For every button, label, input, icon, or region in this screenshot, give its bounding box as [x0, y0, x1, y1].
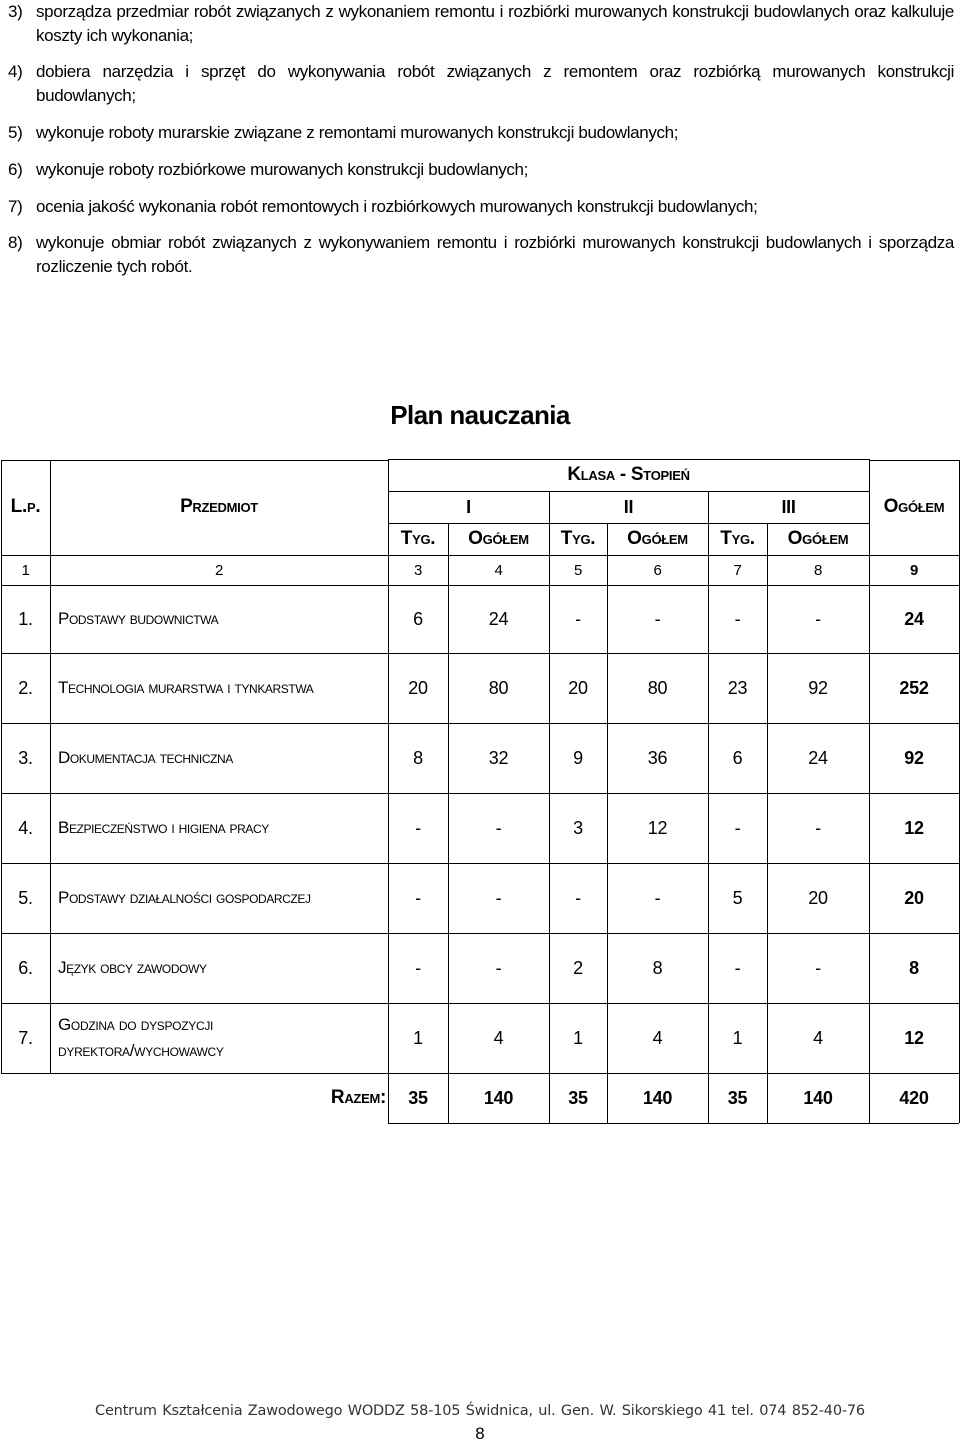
- footer-address: Centrum Kształcenia Zawodowego WODDZ 58-105 Świdnica, ul. Gen. W. Sikorskiego 41 tel. 074 852-40-76: [95, 1403, 865, 1419]
- sum-cell: 35: [727, 1087, 748, 1108]
- hours-cell: -: [654, 608, 661, 629]
- total-sub-header: Ogółem: [468, 528, 529, 549]
- weekly-header: Tyg.: [720, 528, 755, 549]
- grid-line: [50, 460, 51, 1073]
- hours-cell: 4: [493, 1027, 504, 1048]
- hours-cell: 1: [732, 1027, 743, 1048]
- hours-cell: 24: [808, 747, 828, 768]
- page-number: 8: [475, 1424, 485, 1443]
- hours-cell: -: [734, 817, 741, 838]
- hours-cell: -: [815, 817, 821, 838]
- sum-cell: 140: [803, 1087, 833, 1108]
- subject-name-line: dyrektora/wychowawcy: [58, 1041, 224, 1060]
- index-cell: 5: [573, 561, 583, 579]
- subject-name: Język obcy zawodowy: [58, 958, 207, 977]
- hours-cell: 9: [573, 747, 583, 768]
- hours-cell: 6: [413, 608, 423, 629]
- class-group-header: Klasa - Stopień: [567, 464, 690, 485]
- hours-cell: -: [495, 887, 502, 908]
- subject-header: Przedmiot: [180, 496, 258, 517]
- hours-cell: 8: [652, 957, 663, 978]
- sum-cell: 140: [483, 1087, 514, 1108]
- hours-cell: 20: [408, 677, 428, 698]
- list-item-number: 7): [8, 197, 23, 216]
- list-item-number: 8): [8, 233, 23, 252]
- total-sub-header: Ogółem: [787, 528, 849, 549]
- row-number: 7.: [18, 1027, 33, 1048]
- row-total: 252: [899, 677, 929, 698]
- subject-name: Podstawy budownictwa: [58, 609, 219, 628]
- hours-cell: -: [415, 817, 421, 838]
- hours-cell: -: [575, 608, 581, 629]
- hours-cell: 32: [488, 747, 509, 768]
- hours-cell: -: [575, 887, 581, 908]
- subject-name: Dokumentacja techniczna: [58, 748, 233, 767]
- sum-cell: 35: [568, 1087, 588, 1108]
- hours-cell: 3: [573, 817, 583, 838]
- hours-cell: 4: [652, 1027, 663, 1048]
- index-cell: 1: [21, 561, 30, 579]
- row-total: 8: [909, 957, 919, 978]
- list-item-text: sporządza przedmiar robót związanych z wykonaniem remontu i rozbiórki murowanych konstrukcji budowlanych oraz kalkuluje koszty ich wykonania;: [36, 2, 954, 45]
- class-ii-header: II: [623, 496, 634, 517]
- hours-cell: 8: [413, 747, 423, 768]
- hours-cell: 6: [732, 747, 743, 768]
- list-item-number: 3): [8, 2, 23, 21]
- list-item-number: 4): [8, 62, 23, 81]
- index-cell: 8: [813, 561, 823, 579]
- weekly-header: Tyg.: [400, 528, 436, 549]
- index-cell: 2: [214, 561, 224, 579]
- index-cell: 3: [413, 561, 423, 579]
- row-total: 12: [904, 1027, 924, 1048]
- subject-name-line: Godzina do dyspozycji: [58, 1015, 214, 1034]
- hours-cell: -: [815, 957, 821, 978]
- sum-total: 420: [899, 1087, 929, 1108]
- row-number: 2.: [18, 677, 33, 698]
- hours-cell: 23: [727, 677, 748, 698]
- hours-cell: 92: [808, 677, 828, 698]
- hours-cell: 1: [573, 1027, 583, 1048]
- index-cell: 7: [733, 561, 742, 579]
- hours-cell: 80: [488, 677, 509, 698]
- lp-header: L.p.: [10, 496, 41, 517]
- subject-name: Technologia murarstwa i tynkarstwa: [58, 678, 314, 697]
- hours-cell: 20: [808, 887, 828, 908]
- hours-cell: -: [495, 957, 502, 978]
- list-item-text: wykonuje obmiar robót związanych z wykonywaniem remontu i rozbiórki murowanych konstrukcji budowlanych i sporządza rozliczenie tych robót.: [36, 233, 954, 276]
- row-total: 20: [904, 887, 924, 908]
- subject-name: [58, 1003, 386, 1073]
- weekly-header: Tyg.: [560, 528, 596, 549]
- row-number: 6.: [18, 957, 33, 978]
- hours-cell: 4: [813, 1027, 823, 1048]
- hours-cell: -: [495, 817, 502, 838]
- grid-line: [869, 460, 959, 461]
- list-item-number: 5): [8, 123, 23, 142]
- hours-cell: -: [654, 887, 661, 908]
- sum-label: Razem:: [330, 1087, 386, 1108]
- row-number: 4.: [18, 817, 33, 838]
- sum-cell: 35: [408, 1087, 428, 1108]
- list-item-text: ocenia jakość wykonania robót remontowych i rozbiórkowych murowanych konstrukcji budowlanych;: [36, 197, 758, 216]
- hours-cell: -: [734, 608, 741, 629]
- total-header: Ogółem: [883, 496, 945, 517]
- hours-cell: 24: [488, 608, 509, 629]
- hours-cell: -: [415, 957, 421, 978]
- plan-heading: Plan nauczania: [390, 400, 570, 430]
- grid-line: [1, 460, 389, 461]
- total-sub-header: Ogółem: [627, 528, 688, 549]
- list-item-text: wykonuje roboty murarskie związane z remontami murowanych konstrukcji budowlanych;: [36, 123, 679, 142]
- hours-cell: 20: [568, 677, 588, 698]
- list-item-text: wykonuje roboty rozbiórkowe murowanych konstrukcji budowlanych;: [36, 160, 528, 179]
- hours-cell: -: [415, 887, 421, 908]
- hours-cell: 80: [647, 677, 668, 698]
- hours-cell: -: [734, 957, 741, 978]
- subject-name: Bezpieczeństwo i higiena pracy: [58, 818, 269, 837]
- hours-cell: 5: [732, 887, 743, 908]
- grid-line: [388, 1123, 959, 1124]
- hours-cell: 36: [647, 747, 668, 768]
- row-number: 5.: [18, 887, 33, 908]
- index-cell: 4: [494, 561, 503, 579]
- sum-cell: 140: [642, 1087, 673, 1108]
- index-cell: 6: [653, 561, 662, 579]
- index-cell: 9: [909, 561, 919, 579]
- list-item-text: dobiera narzędzia i sprzęt do wykonywania robót związanych z remontem oraz rozbiórką murowanych konstrukcji budowlanych;: [36, 62, 954, 105]
- hours-cell: 2: [573, 957, 583, 978]
- row-total: 92: [904, 747, 924, 768]
- hours-cell: -: [815, 608, 821, 629]
- hours-cell: 1: [413, 1027, 423, 1048]
- row-total: 12: [904, 817, 924, 838]
- row-number: 1.: [18, 608, 33, 629]
- row-total: 24: [904, 608, 924, 629]
- hours-cell: 12: [647, 817, 668, 838]
- list-item-number: 6): [8, 160, 23, 179]
- class-i-header: I: [466, 496, 471, 517]
- class-iii-header: III: [781, 496, 796, 517]
- subject-name: Podstawy działalności gospodarczej: [58, 888, 311, 907]
- subject-name-wrap: [58, 1012, 224, 1064]
- row-number: 3.: [18, 747, 33, 768]
